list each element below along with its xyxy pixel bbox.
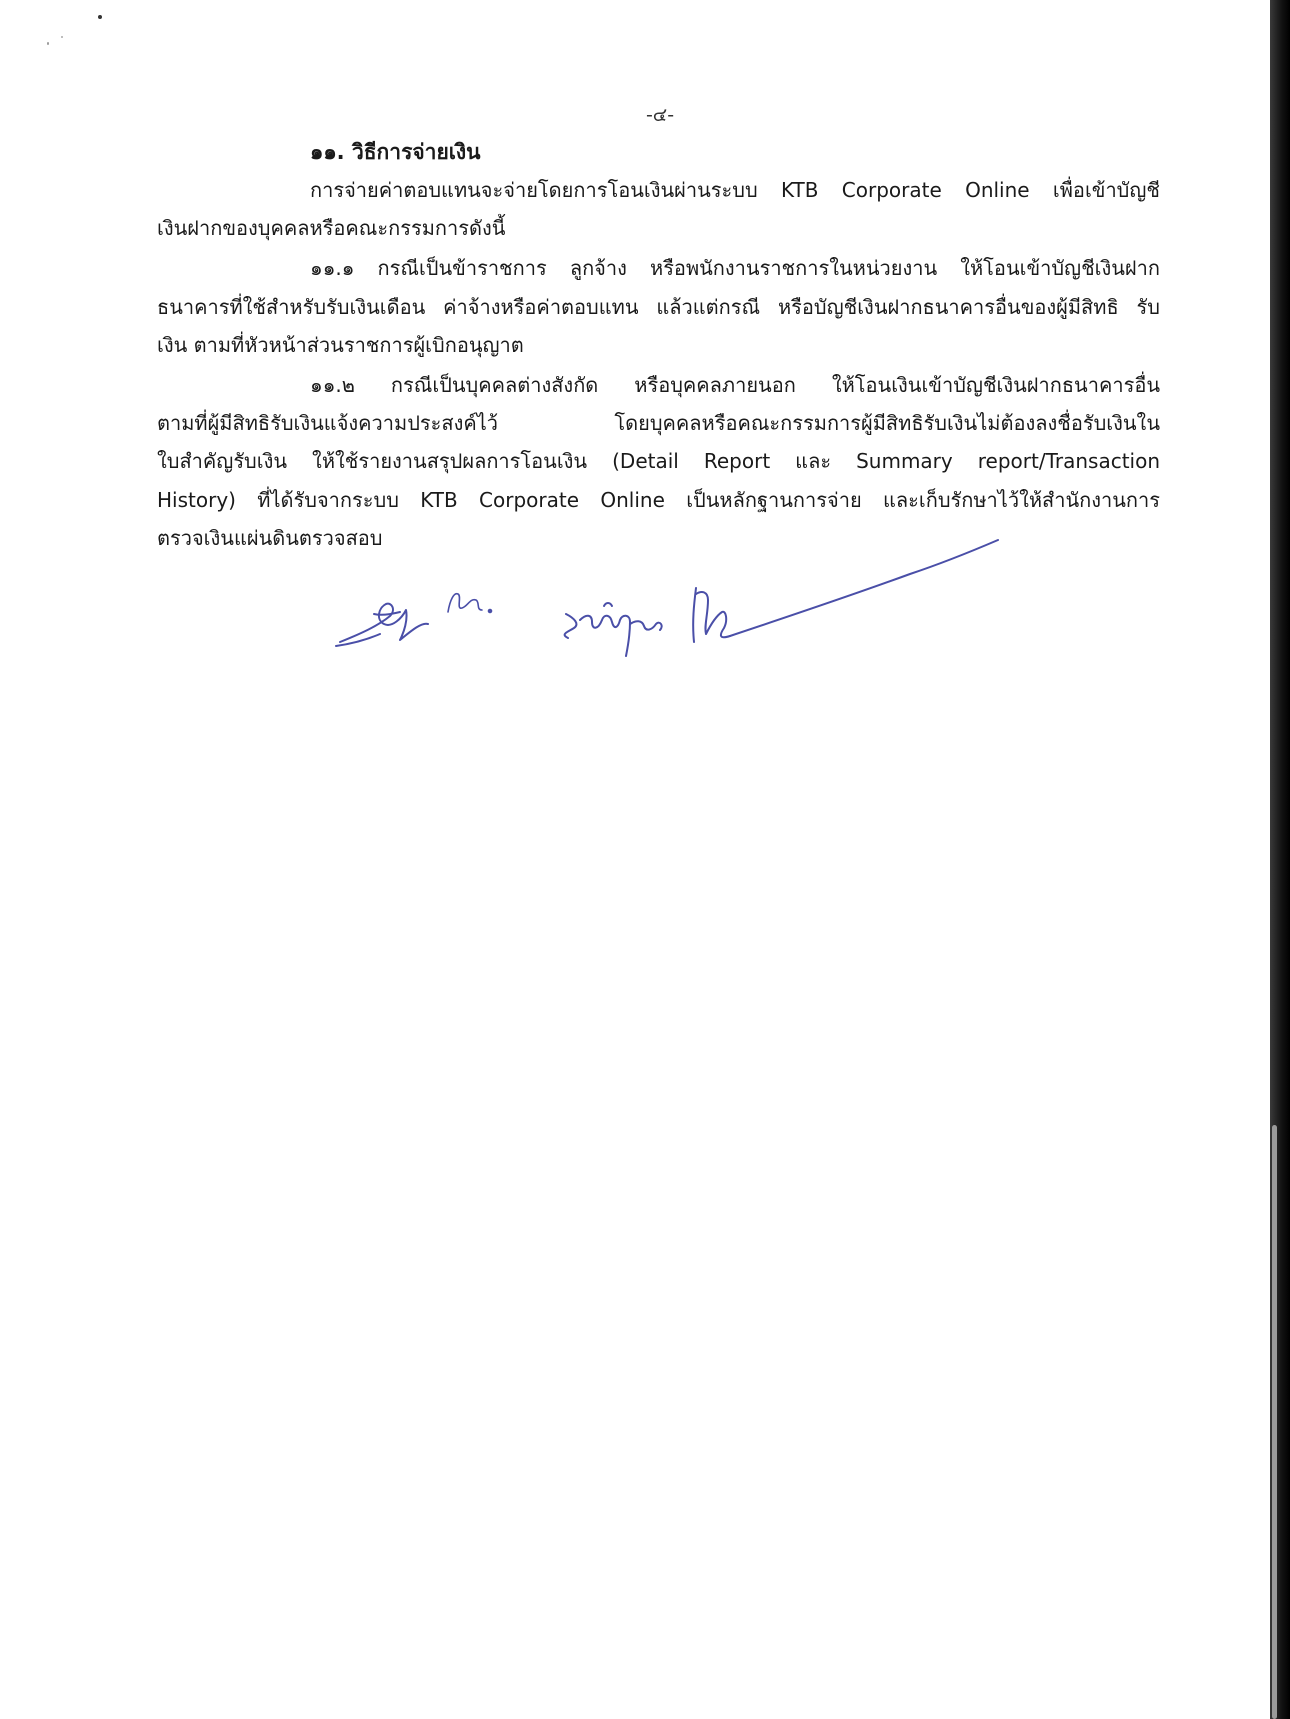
signature-4 (693, 540, 998, 642)
paragraph-line: ตามที่ผู้มีสิทธิรับเงินแจ้งความประสงค์ไว้ โดยบุคคลหรือคณะกรรมการผู้มีสิทธิรับเงินไม่ต้องลงชื่อรับเงินใน (157, 411, 1160, 435)
scrollbar-thumb[interactable] (1272, 1125, 1277, 1719)
paragraph-line: ตรวจเงินแผ่นดินตรวจสอบ (157, 526, 383, 550)
page-number: -๔- (645, 104, 675, 126)
paragraph-line: ใบสำคัญรับเงิน ให้ใช้รายงานสรุปผลการโอนเงิน (Detail Report และ Summary report/Transaction (157, 449, 1160, 473)
signature-3 (565, 603, 662, 656)
paragraph-line: History) ที่ได้รับจากระบบ KTB Corporate Online เป็นหลักฐานการจ่าย และเก็บรักษาไว้ให้สำนักงานการ (157, 488, 1160, 512)
dust-speck (47, 42, 49, 45)
dust-speck (61, 36, 63, 38)
paragraph-line: ๑๑.๑ กรณีเป็นข้าราชการ ลูกจ้าง หรือพนักงานราชการในหน่วยงาน ให้โอนเข้าบัญชีเงินฝาก (310, 256, 1160, 280)
paragraph-line: เงิน ตามที่หัวหน้าส่วนราชการผู้เบิกอนุญาต (157, 333, 524, 357)
signature-2 (448, 594, 492, 613)
paragraph-line: ธนาคารที่ใช้สำหรับรับเงินเดือน ค่าจ้างหรือค่าตอบแทน แล้วแต่กรณี หรือบัญชีเงินฝากธนาคารอื่นของผู้มีสิทธิ รับ (157, 295, 1160, 319)
handwritten-signatures (330, 530, 1010, 670)
paragraph-line: การจ่ายค่าตอบแทนจะจ่ายโดยการโอนเงินผ่านระบบ KTB Corporate Online เพื่อเข้าบัญชี (310, 178, 1160, 202)
section-heading: ๑๑. วิธีการจ่ายเงิน (310, 140, 481, 164)
paragraph-line: เงินฝากของบุคคลหรือคณะกรรมการดังนี้ (157, 216, 506, 240)
paragraph-line: ๑๑.๒ กรณีเป็นบุคคลต่างสังกัด หรือบุคคลภายนอก ให้โอนเงินเข้าบัญชีเงินฝากธนาคารอื่น (310, 373, 1160, 397)
signature-1 (336, 604, 428, 646)
dust-speck (98, 15, 102, 19)
